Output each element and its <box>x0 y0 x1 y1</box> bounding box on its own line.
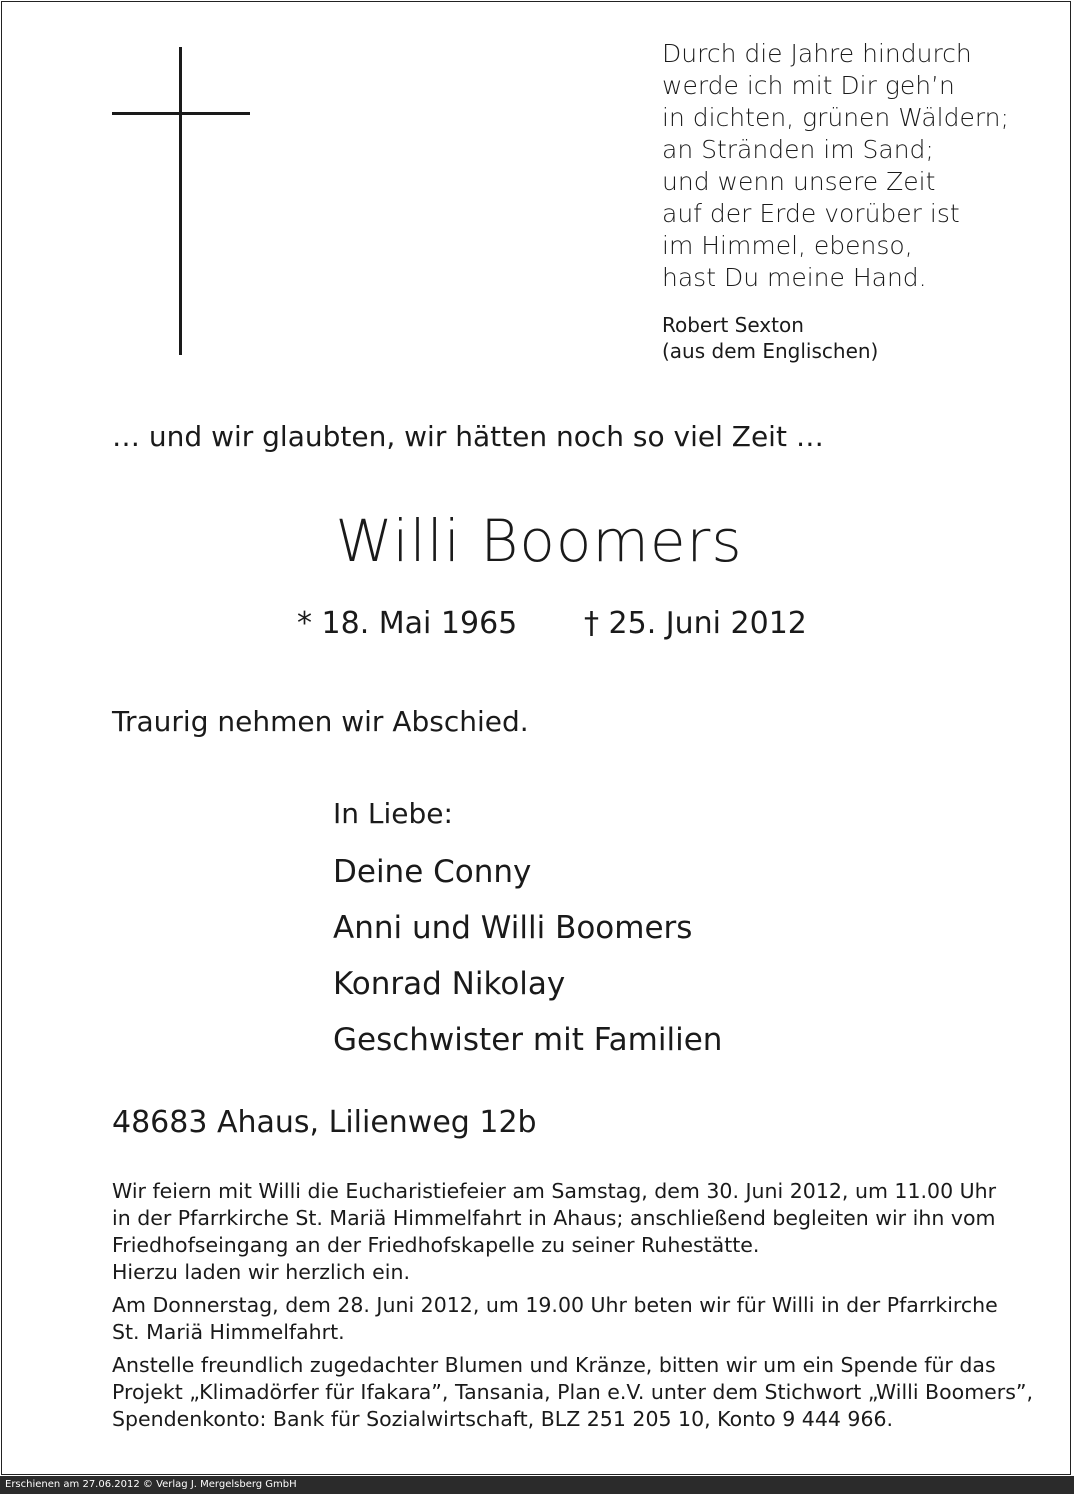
notice-frame <box>1 1 1071 1475</box>
service-paragraph <box>112 1178 997 1286</box>
prayer-paragraph <box>112 1292 998 1346</box>
info-line: Spendenkonto: Bank für Sozialwirtschaft, BLZ 251 205 10, Konto 9 444 966. <box>112 1407 894 1431</box>
deceased-name: Willi Boomers <box>335 507 743 575</box>
poem-source: (aus dem Englischen) <box>662 339 879 363</box>
info-line: Am Donnerstag, dem 28. Juni 2012, um 19.00 Uhr beten wir für Willi in der Pfarrkirche <box>112 1293 998 1317</box>
tagline: … und wir glaubten, wir hätten noch so viel Zeit … <box>112 420 824 453</box>
info-line: Friedhofseingang an der Friedhofskapelle zu seiner Ruhestätte. <box>112 1233 760 1257</box>
publication-footer: Erschienen am 27.06.2012 © Verlag J. Mergelsberg GmbH <box>0 1476 1074 1494</box>
info-line: Projekt „Klimadörfer für Ifakara”, Tansania, Plan e.V. unter dem Stichwort „Willi Boomers”, <box>112 1380 1034 1404</box>
poem <box>662 38 1009 294</box>
info-line: Wir feiern mit Willi die Eucharistiefeier am Samstag, dem 30. Juni 2012, um 11.00 Uhr <box>112 1179 997 1203</box>
poem-line: im Himmel, ebenso, <box>662 231 913 260</box>
birth-date: * 18. Mai 1965 <box>297 606 518 641</box>
poem-attribution <box>662 312 878 364</box>
mourner-name: Anni und Willi Boomers <box>333 910 693 946</box>
service-info <box>112 1178 1034 1439</box>
mourner-name: Geschwister mit Familien <box>333 1022 723 1058</box>
poem-line: Durch die Jahre hindurch <box>662 39 972 68</box>
poem-author: Robert Sexton <box>662 313 804 337</box>
info-line: St. Mariä Himmelfahrt. <box>112 1320 345 1344</box>
farewell-text: Traurig nehmen wir Abschied. <box>112 705 529 738</box>
poem-line: und wenn unsere Zeit <box>662 167 936 196</box>
poem-line: in dichten, grünen Wäldern; <box>662 103 1009 132</box>
poem-line: werde ich mit Dir geh’n <box>662 71 955 100</box>
death-date: † 25. Juni 2012 <box>584 606 807 641</box>
cross-icon <box>179 47 182 355</box>
poem-line: hast Du meine Hand. <box>662 263 927 292</box>
address: 48683 Ahaus, Lilienweg 12b <box>112 1105 537 1140</box>
info-line: Hierzu laden wir herzlich ein. <box>112 1260 411 1284</box>
mourner-name: Konrad Nikolay <box>333 966 566 1002</box>
poem-line: an Stränden im Sand; <box>662 135 934 164</box>
poem-line: auf der Erde vorüber ist <box>662 199 960 228</box>
mourners-list <box>333 797 722 1068</box>
mourner-name: Deine Conny <box>333 854 532 890</box>
mourners-intro: In Liebe: <box>333 797 453 830</box>
info-line: in der Pfarrkirche St. Mariä Himmelfahrt in Ahaus; anschließend begleiten wir ihn vom <box>112 1206 996 1230</box>
info-line: Anstelle freundlich zugedachter Blumen und Kränze, bitten wir um ein Spende für das <box>112 1353 996 1377</box>
donation-paragraph <box>112 1352 1034 1433</box>
cross-icon-bar <box>112 112 250 115</box>
